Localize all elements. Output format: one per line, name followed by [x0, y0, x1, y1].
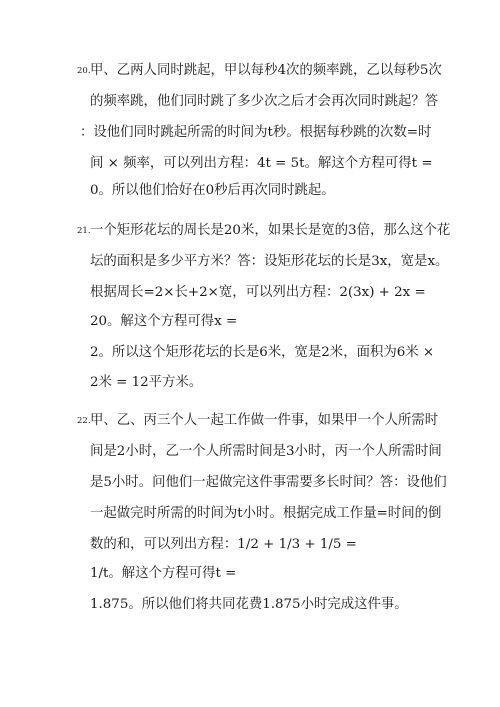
text-line: 2。所以这个矩形花坛的长是6米，宽是2米，面积为6米 ×	[90, 345, 435, 360]
text-line: 20。解这个方程可得x =	[90, 314, 238, 329]
text-line: 间 × 频率，可以列出方程：4t = 5t。解这个方程可得t =	[90, 156, 433, 171]
text-line: 是5小时。问他们一起做完这件事需要多长时间？答：设他们	[90, 475, 447, 490]
text-line: 1.875。所以他们将共同花费1.875小时完成这件事。	[90, 597, 408, 612]
text-line: 数的和，可以列出方程：1/2 + 1/3 + 1/5 =	[90, 537, 357, 552]
text-line: 0。所以他们恰好在0秒后再次同时跳起。	[90, 183, 335, 198]
problem-number: 21.	[77, 226, 91, 236]
text-line: 一起做完时所需的时间为t小时。根据完成工作量=时间的倒	[90, 506, 442, 521]
text-line: 间是2小时，乙一个人所需时间是3小时，丙一个人所需时间	[90, 444, 442, 459]
text-line: 甲、乙、丙三个人一起工作做一件事，如果甲一个人所需时	[90, 413, 439, 428]
text-line: 坛的面积是多少平方米？答：设矩形花坛的长是3x，宽是x。	[90, 254, 449, 269]
text-line: 1/t。解这个方程可得t =	[90, 566, 237, 581]
text-line: 一个矩形花坛的周长是20米，如果长是宽的3倍，那么这个花	[90, 223, 451, 238]
text-line: 的频率跳，他们同时跳了多少次之后才会再次同时跳起？答	[90, 94, 439, 109]
text-line: 根据周长=2×长+2×宽，可以列出方程：2(3x) + 2x =	[90, 285, 426, 300]
text-line: ：设他们同时跳起所需的时间为t秒。根据每秒跳的次数=时	[80, 125, 432, 140]
problem-number: 20.	[77, 66, 91, 76]
problem-number: 22.	[77, 416, 91, 426]
text-line: 甲、乙两人同时跳起，甲以每秒4次的频率跳，乙以每秒5次	[90, 63, 442, 78]
text-line: 2米 = 12平方米。	[90, 375, 203, 390]
